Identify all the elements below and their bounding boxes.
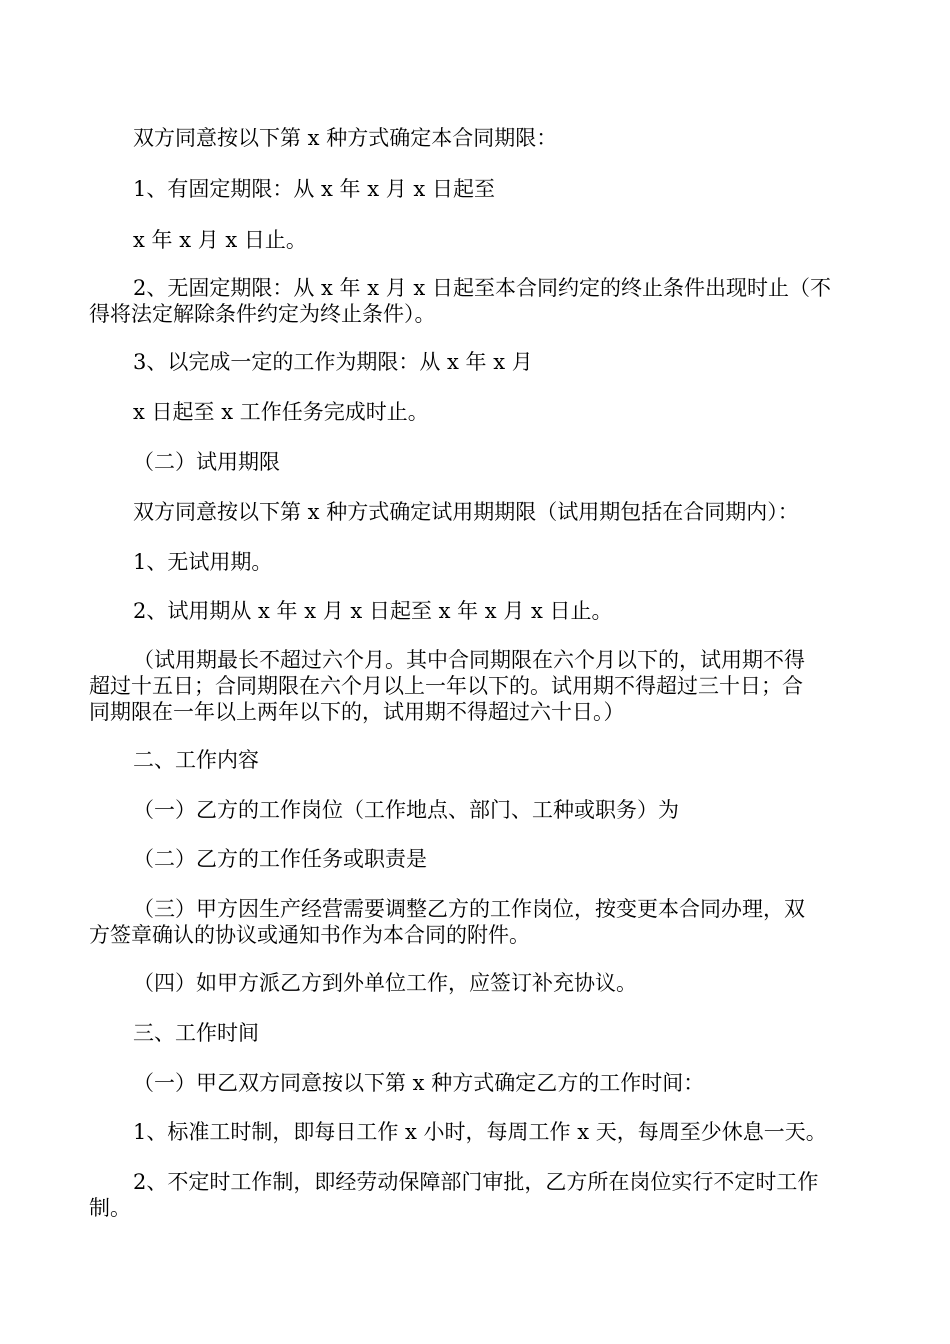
paragraph-contract-term-intro: [89, 125, 864, 151]
text-line: 3、以完成一定的工作为期限：从 x 年 x 月: [133, 350, 533, 374]
text-line: （二）试用期限: [133, 450, 280, 474]
paragraph-no-probation: [89, 549, 864, 575]
text-line: 1、标准工时制，即每日工作 x 小时，每周工作 x 天，每周至少休息一天。: [133, 1120, 827, 1144]
text-line: 三、工作时间: [133, 1021, 259, 1045]
paragraph-probation-period: [89, 598, 864, 624]
text-line: 1、无试用期。: [133, 550, 273, 574]
section-heading-work-content: [89, 747, 864, 773]
paragraph-open-term: [89, 275, 864, 327]
paragraph-flexible-hours: [89, 1169, 864, 1221]
text-line: （一）甲乙双方同意按以下第 x 种方式确定乙方的工作时间：: [133, 1071, 705, 1095]
paragraph-probation-intro: [89, 499, 864, 525]
text-line: x 日起至 x 工作任务完成时止。: [133, 400, 429, 424]
text-line: 双方同意按以下第 x 种方式确定本合同期限：: [133, 126, 558, 150]
paragraph-position-change: [89, 896, 864, 948]
text-line: 得将法定解除条件约定为终止条件）。: [89, 302, 436, 326]
paragraph-standard-hours: [89, 1119, 864, 1145]
text-line: 同期限在一年以上两年以下的，试用期不得超过六十日。）: [89, 700, 625, 724]
text-line: 二、工作内容: [133, 748, 259, 772]
text-line: 2、不定时工作制，即经劳动保障部门审批，乙方所在岗位实行不定时工作: [133, 1170, 819, 1194]
text-line: x 年 x 月 x 日止。: [133, 228, 307, 252]
paragraph-external-assignment: [89, 970, 864, 996]
section-heading-probation: [89, 449, 864, 475]
section-heading-work-hours: [89, 1020, 864, 1046]
paragraph-fixed-term: [89, 176, 864, 202]
text-line: （二）乙方的工作任务或职责是: [133, 847, 427, 871]
paragraph-work-hours-intro: [89, 1070, 864, 1096]
paragraph-work-duties: [89, 846, 864, 872]
paragraph-probation-note: [89, 647, 864, 725]
text-line: （一）乙方的工作岗位（工作地点、部门、工种或职务）为: [133, 798, 679, 822]
text-line: 制。: [89, 1196, 131, 1220]
text-line: （试用期最长不超过六个月。其中合同期限在六个月以下的，试用期不得: [133, 648, 805, 672]
text-line: （四）如甲方派乙方到外单位工作，应签订补充协议。: [133, 971, 637, 995]
text-line: 2、无固定期限：从 x 年 x 月 x 日起至本合同约定的终止条件出现时止（不: [133, 276, 831, 300]
text-line: 方签章确认的协议或通知书作为本合同的附件。: [89, 923, 530, 947]
text-line: 1、有固定期限：从 x 年 x 月 x 日起至: [133, 177, 495, 201]
paragraph-task-term-end: [89, 399, 864, 425]
text-line: 双方同意按以下第 x 种方式确定试用期期限（试用期包括在合同期内）：: [133, 500, 799, 524]
text-line: 超过十五日；合同期限在六个月以上一年以下的。试用期不得超过三十日；合: [89, 674, 803, 698]
paragraph-work-position: [89, 797, 864, 823]
text-line: 2、试用期从 x 年 x 月 x 日起至 x 年 x 月 x 日止。: [133, 599, 613, 623]
text-line: （三）甲方因生产经营需要调整乙方的工作岗位，按变更本合同办理，双: [133, 897, 805, 921]
paragraph-fixed-term-end: [89, 227, 864, 253]
paragraph-task-term: [89, 349, 864, 375]
